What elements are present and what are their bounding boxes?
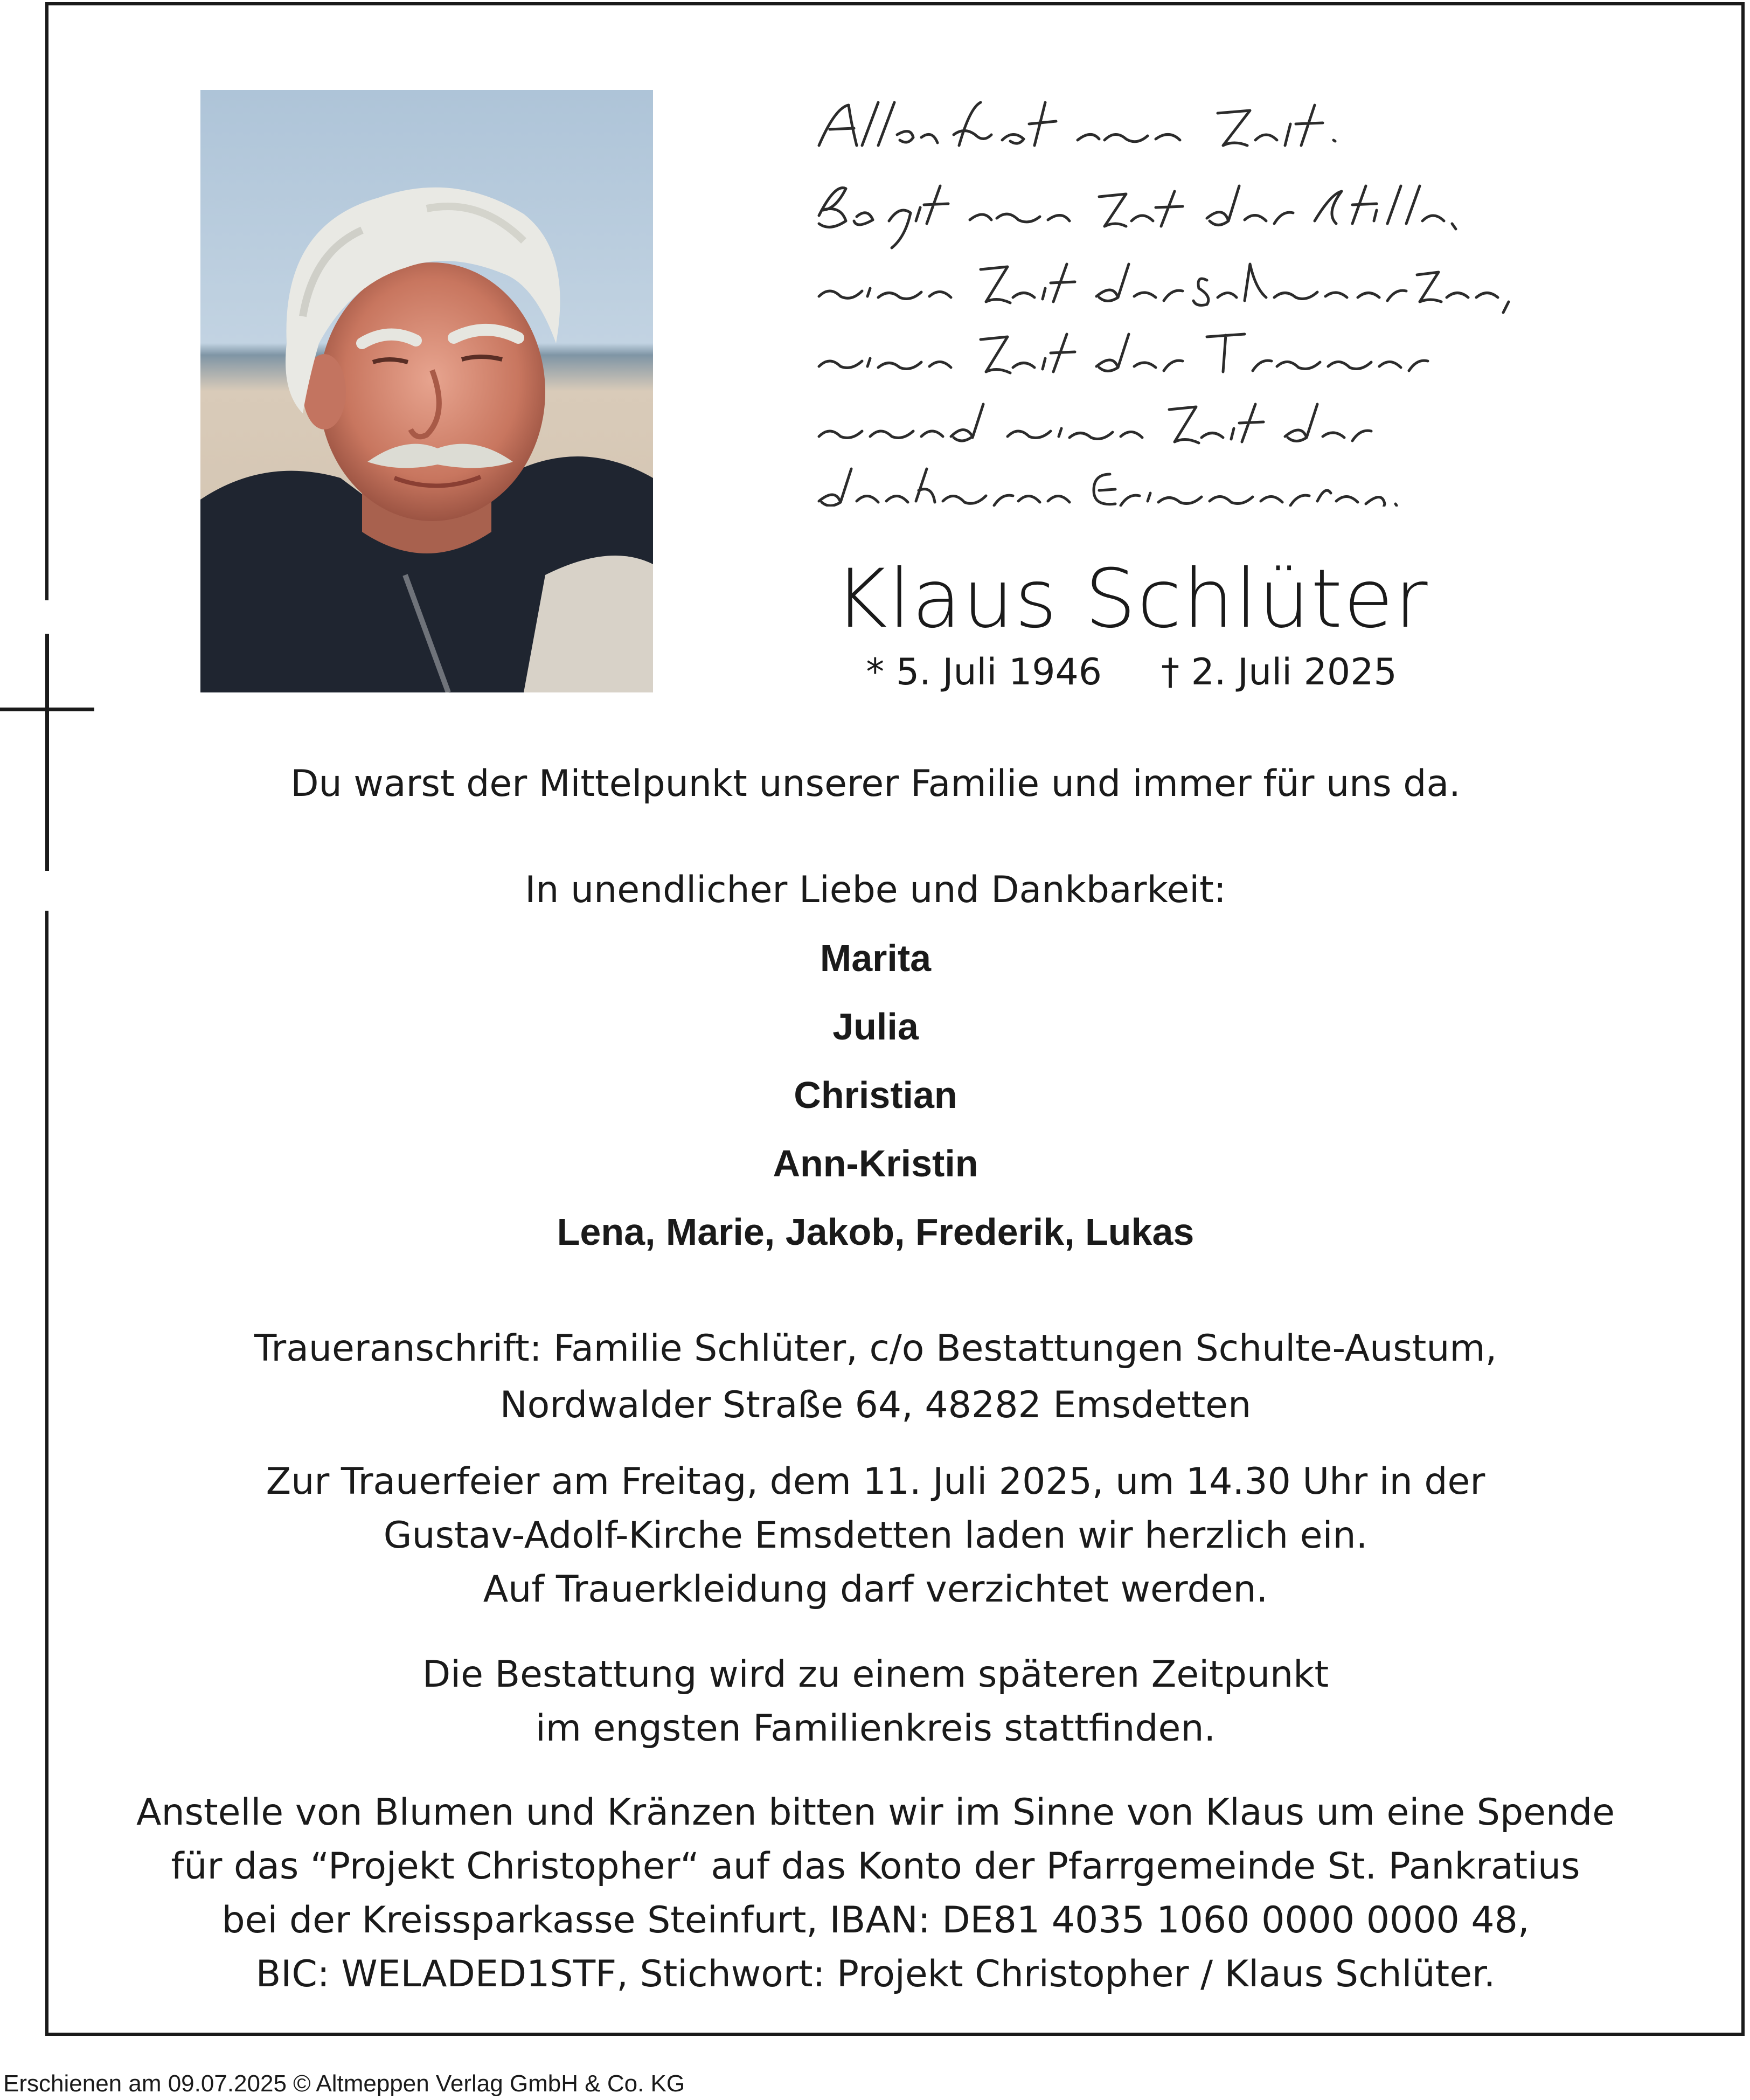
family-member: Christian — [794, 1074, 957, 1116]
portrait-photo — [200, 90, 653, 692]
donation-info — [81, 1786, 1670, 2001]
deceased-name: Klaus Schlüter — [834, 552, 1429, 646]
address-line: Traueranschrift: Familie Schlüter, c/o Bestattungen Schulte-Austum, — [254, 1327, 1497, 1370]
family-intro: In unendlicher Liebe und Dankbarkeit: — [525, 869, 1226, 911]
family-member: Ann-Kristin — [773, 1142, 978, 1184]
burial-info — [81, 1648, 1670, 1756]
frame-left-edge-top — [45, 2, 48, 600]
grandchildren: Lena, Marie, Jakob, Frederik, Lukas — [557, 1211, 1195, 1253]
handwritten-poem — [797, 75, 1552, 507]
life-dates — [754, 651, 1509, 694]
address-line: Nordwalder Straße 64, 48282 Emsdetten — [499, 1384, 1252, 1426]
publication-footer: Erschienen am 09.07.2025 © Altmeppen Verlag GmbH & Co. KG — [3, 2070, 685, 2097]
burial-line: Die Bestattung wird zu einem späteren Zeitpunkt — [422, 1653, 1329, 1696]
family-member: Julia — [832, 1006, 919, 1048]
donation-line: für das “Projekt Christopher“ auf das Konto der Pfarrgemeinde St. Pankratius — [171, 1845, 1580, 1888]
donation-line: BIC: WELADED1STF, Stichwort: Projekt Christopher / Klaus Schlüter. — [255, 1953, 1496, 1995]
family-member: Marita — [820, 937, 932, 979]
tribute-text: Du warst der Mittelpunkt unserer Familie und immer für uns da. — [290, 763, 1461, 805]
birth-date: * 5. Juli 1946 — [866, 651, 1102, 694]
ceremony-line: Zur Trauerfeier am Freitag, dem 11. Juli 2025, um 14.30 Uhr in der — [266, 1460, 1485, 1503]
donation-line: Anstelle von Blumen und Kränzen bitten wir im Sinne von Klaus um eine Spende — [136, 1791, 1615, 1834]
frame-left-edge-bottom — [45, 911, 48, 2036]
ceremony-line: Auf Trauerkleidung darf verzichtet werden. — [483, 1568, 1268, 1611]
burial-line: im engsten Familienkreis stattfinden. — [535, 1707, 1216, 1750]
death-date: † 2. Juli 2025 — [1161, 651, 1397, 694]
mourning-address — [81, 1312, 1670, 1425]
ceremony-info — [81, 1455, 1670, 1617]
ceremony-line: Gustav-Adolf-Kirche Emsdetten laden wir herzlich ein. — [383, 1514, 1368, 1557]
donation-line: bei der Kreissparkasse Steinfurt, IBAN: DE81 4035 1060 0000 0000 48, — [221, 1899, 1530, 1942]
